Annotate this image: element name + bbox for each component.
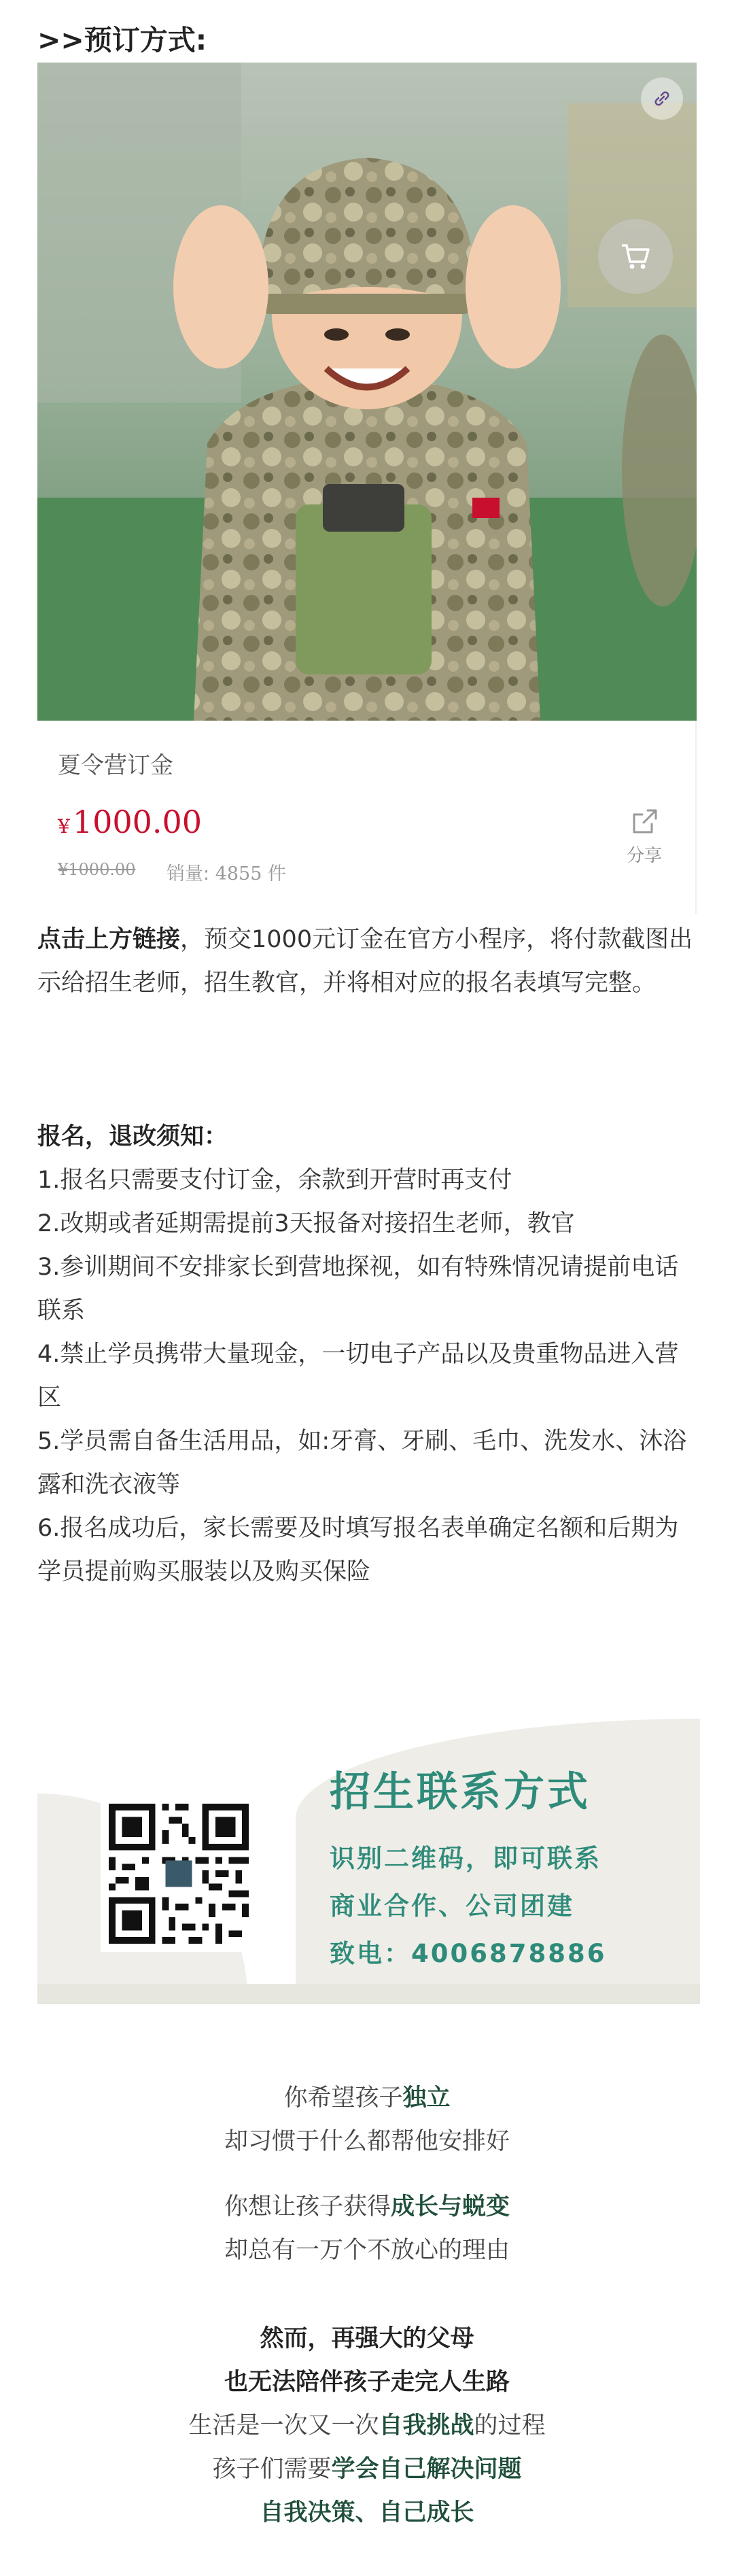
poem-line: 然而，再强大的父母: [260, 2325, 474, 2352]
poem-line: 生活是一次又一次自我挑战的过程: [188, 2412, 546, 2439]
booking-lead: 点击上方链接: [37, 926, 181, 953]
price-value: 1000.00: [72, 804, 203, 840]
mini-program-link-icon[interactable]: [641, 78, 683, 120]
list-item: 1.报名只需要支付订金，余款到开营时再支付: [37, 1167, 512, 1194]
sales-count: 销量: 4855 件: [167, 863, 287, 885]
contact-phone[interactable]: 致电：4006878886: [330, 1939, 607, 1968]
list-item: 6.报名成功后，家长需要及时填写报名表单确定名额和后期为学员提前购买服装以及购买保险: [37, 1515, 679, 1585]
currency-symbol: ¥: [58, 815, 70, 838]
poem-line: 却总有一万个不放心的理由: [224, 2237, 510, 2264]
poem-line: 自我决策、自己成长: [260, 2499, 474, 2526]
product-photo[interactable]: [37, 63, 697, 721]
contact-banner: [37, 1719, 700, 2004]
section-title: >>预订方式:: [37, 24, 207, 56]
list-item: 3.参训期间不安排家长到营地探视，如有特殊情况请提前电话联系: [37, 1254, 679, 1324]
contact-line-business: 商业合作、公司团建: [330, 1891, 574, 1921]
cart-icon: [619, 241, 652, 271]
original-price: ¥1000.00: [58, 860, 136, 879]
contact-line-qr: 识别二维码，即可联系: [330, 1844, 601, 1873]
booking-text: ，预交1000元订金在官方小程序，将付款截图出示给招生老师，招生教官，并将相对应的报名表填写完整。: [37, 926, 693, 997]
share-icon: [627, 805, 661, 839]
list-item: 5.学员需自备生活用品，如:牙膏、牙刷、毛巾、洗发水、沐浴露和洗衣液等: [37, 1428, 687, 1498]
banner-shape: [37, 1984, 700, 2004]
booking-instructions: [37, 918, 700, 1005]
poem-line: 也无法陪伴孩子走完人生路: [224, 2369, 510, 2396]
poem-line: 孩子们需要学会自己解决问题: [212, 2456, 522, 2483]
notice-section: [37, 1115, 700, 1594]
share-button[interactable]: [621, 805, 668, 867]
share-label: 分享: [626, 846, 662, 866]
qr-code-icon: [109, 1804, 249, 1944]
poem-line: 却习惯于什么都帮他安排好: [224, 2128, 510, 2155]
contact-title: 招生联系方式: [330, 1768, 591, 1816]
child-in-camouflage-photo: [37, 63, 697, 721]
product-price: [58, 804, 202, 840]
list-item: 4.禁止学员携带大量现金，一切电子产品以及贵重物品进入营区: [37, 1341, 679, 1411]
notice-heading: 报名，退改须知：: [37, 1123, 228, 1150]
list-item: 2.改期或者延期需提前3天报备对接招生老师，教官: [37, 1210, 575, 1237]
product-card[interactable]: [37, 63, 697, 914]
qr-code[interactable]: [101, 1796, 257, 1952]
cart-button[interactable]: [598, 219, 673, 294]
product-name[interactable]: 夏令营订金: [58, 752, 173, 779]
poem-line: 你希望孩子独立: [283, 2084, 451, 2112]
poem-line: 你想让孩子获得成长与蜕变: [224, 2193, 510, 2220]
